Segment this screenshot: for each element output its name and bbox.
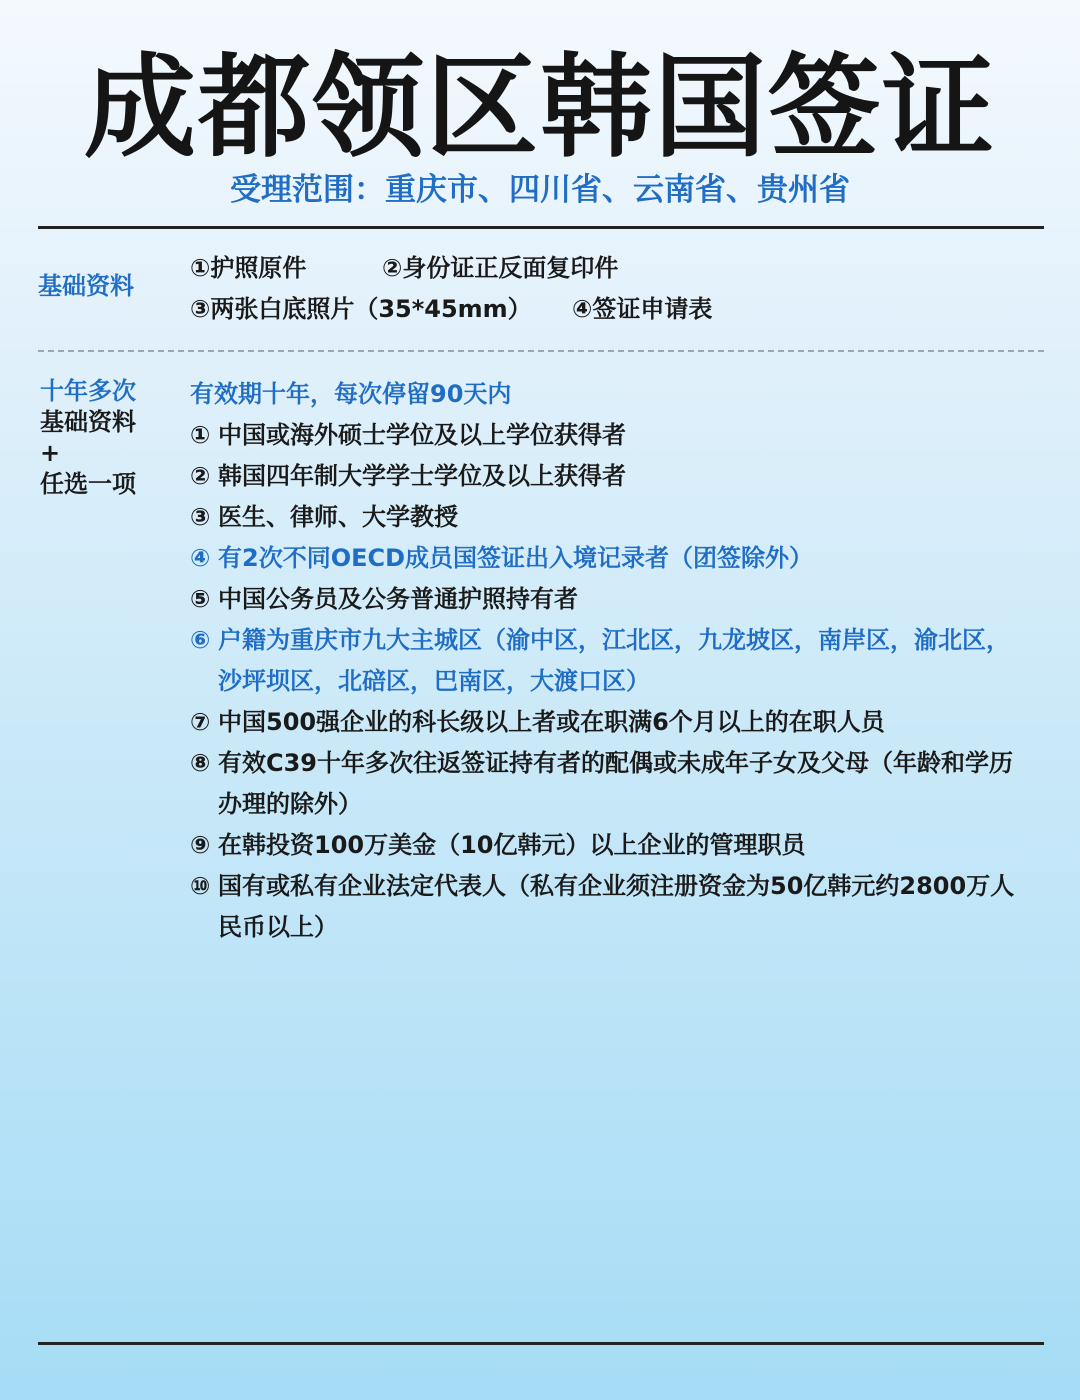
item-number: ④ — [190, 544, 211, 572]
list-item — [190, 825, 1030, 866]
list-item — [190, 456, 1030, 497]
basic-section-label: 基础资料 — [38, 272, 134, 300]
list-item — [190, 620, 1030, 702]
multi-entry-label-plus: + — [40, 439, 61, 467]
item-number: ⑤ — [190, 585, 211, 613]
list-item — [190, 497, 1030, 538]
validity-note: 有效期十年，每次停留90天内 — [190, 380, 512, 408]
item-text: 有效C39十年多次往返签证持有者的配偶或未成年子女及父母（年龄和学历办理的除外） — [218, 749, 1014, 818]
multi-entry-section-label — [40, 376, 180, 500]
multi-entry-requirements — [190, 374, 1030, 948]
item-text: 中国或海外硕士学位及以上学位获得者 — [218, 421, 626, 449]
item-number: ⑩ — [190, 872, 211, 900]
basic-item-photos: ③两张白底照片（35*45mm） — [190, 295, 532, 323]
item-number: ⑧ — [190, 749, 211, 777]
list-item — [190, 415, 1030, 456]
basic-item-id-card: ②身份证正反面复印件 — [382, 254, 619, 282]
item-text: 中国500强企业的科长级以上者或在职满6个月以上的在职人员 — [218, 708, 885, 736]
item-text: 有2次不同OECD成员国签证出入境记录者（团签除外） — [218, 544, 814, 572]
page-subtitle: 受理范围：重庆市、四川省、云南省、贵州省 — [230, 172, 850, 208]
section-divider — [38, 350, 1044, 352]
item-text: 医生、律师、大学教授 — [218, 503, 458, 531]
item-text: 户籍为重庆市九大主城区（渝中区，江北区，九龙坡区，南岸区，渝北区，沙坪坝区，北碚区，巴南区，大渡口区） — [218, 626, 1010, 695]
list-item — [190, 866, 1030, 948]
bottom-divider — [38, 1342, 1044, 1345]
multi-entry-label-basic: 基础资料 — [40, 408, 136, 436]
basic-item-application-form: ④签证申请表 — [572, 295, 713, 323]
item-text: 中国公务员及公务普通护照持有者 — [218, 585, 578, 613]
page-title: 成都领区韩国签证 — [84, 43, 996, 173]
top-divider — [38, 226, 1044, 229]
item-number: ⑦ — [190, 708, 211, 736]
item-number: ① — [190, 421, 211, 449]
multi-entry-label-title: 十年多次 — [40, 377, 136, 405]
list-item — [190, 538, 1030, 579]
list-item — [190, 579, 1030, 620]
basic-item-passport: ①护照原件 — [190, 254, 307, 282]
item-number: ⑥ — [190, 626, 211, 654]
item-number: ③ — [190, 503, 211, 531]
item-number: ⑨ — [190, 831, 211, 859]
item-text: 国有或私有企业法定代表人（私有企业须注册资金为50亿韩元约2800万人民币以上） — [218, 872, 1015, 941]
item-text: 韩国四年制大学学士学位及以上获得者 — [218, 462, 626, 490]
item-text: 在韩投资100万美金（10亿韩元）以上企业的管理职员 — [218, 831, 806, 859]
multi-entry-label-choose: 任选一项 — [40, 470, 136, 498]
list-item — [190, 743, 1030, 825]
item-number: ② — [190, 462, 211, 490]
list-item — [190, 702, 1030, 743]
